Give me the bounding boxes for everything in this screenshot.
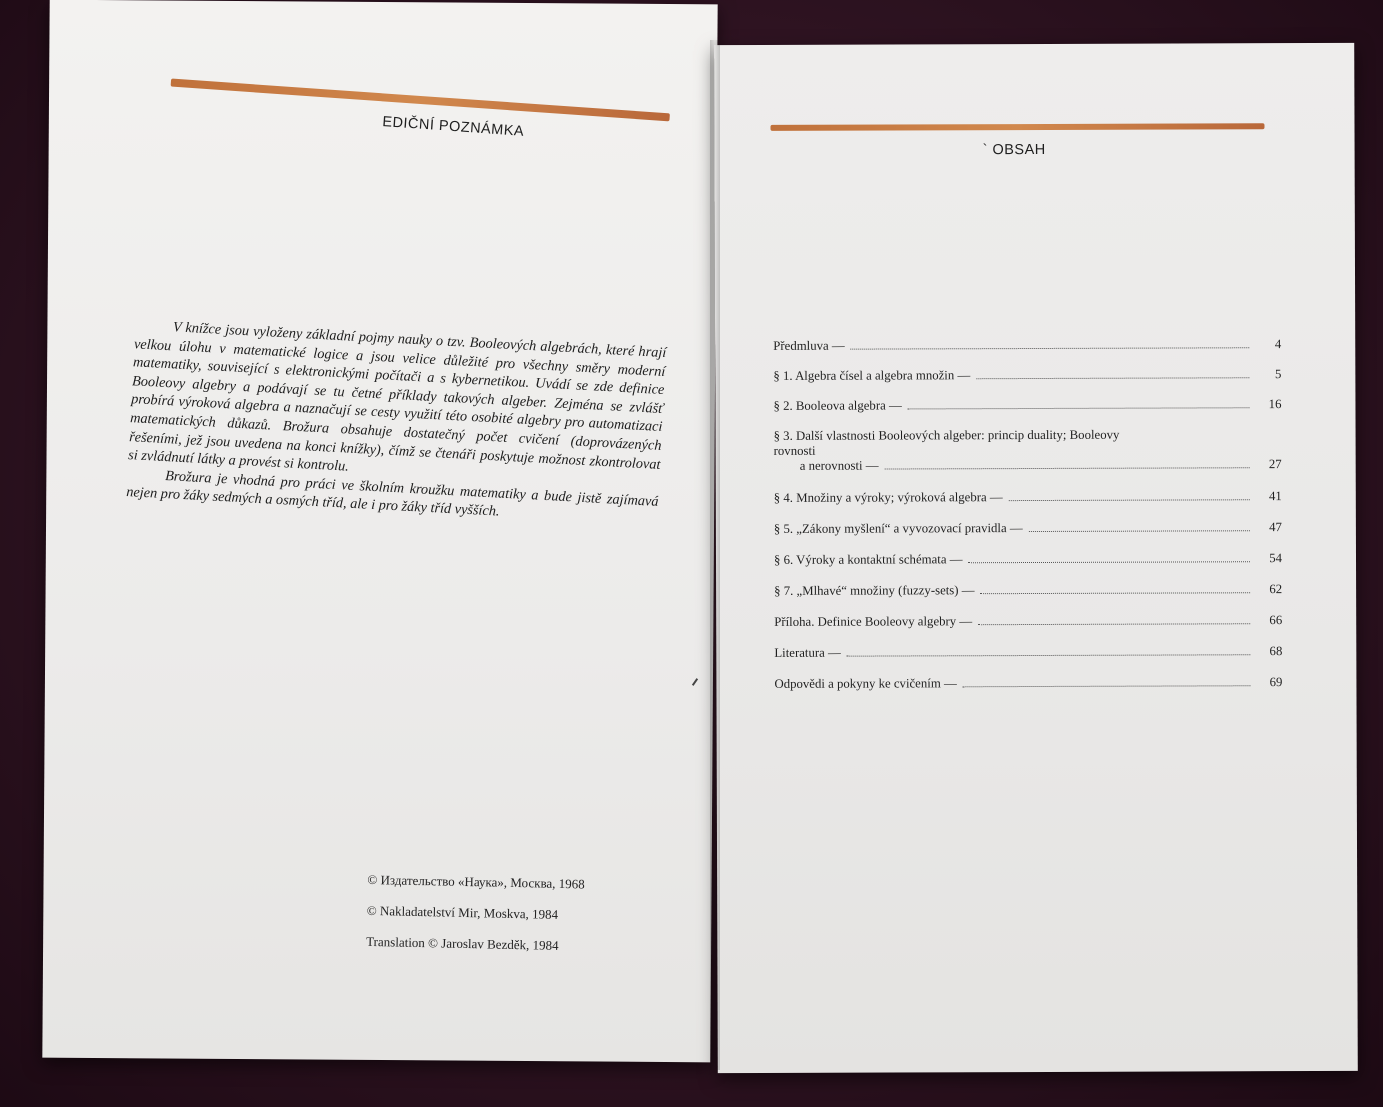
toc-entry-page: 62 (1269, 582, 1283, 597)
toc-leader (1009, 499, 1250, 501)
toc-leader (976, 377, 1249, 379)
toc-entry (774, 551, 1282, 568)
decorative-rule-right (770, 123, 1264, 131)
toc-leader (885, 467, 1250, 469)
toc-entry-page: 54 (1269, 551, 1283, 566)
copyright-line-3: Translation © Jaroslav Bezděk, 1984 (366, 933, 559, 953)
editorial-note-text (126, 316, 667, 530)
toc-entry-page: 4 (1274, 337, 1282, 352)
toc-leader (847, 654, 1251, 656)
toc-entry-title: § 6. Výroky a kontaktní schémata — (773, 552, 963, 567)
toc-leader (981, 592, 1251, 594)
toc-leader (968, 561, 1250, 563)
toc-entry-title-line-2: rovnosti (773, 443, 816, 458)
toc-entry (774, 613, 1282, 630)
copyright-line-2: © Nakladatelství Mir, Moskva, 1984 (366, 902, 559, 922)
toc-entry-page: 47 (1269, 520, 1282, 535)
editorial-note-heading: EDIČNÍ POZNÁMKA (381, 114, 525, 140)
toc-entry-page: 66 (1269, 613, 1283, 628)
toc-entry-title: Předmluva — (773, 338, 845, 353)
toc-entry (774, 582, 1282, 599)
toc-entry (773, 397, 1281, 414)
copyright-line-1: © Издательство «Наука», Москва, 1968 (367, 871, 585, 892)
toc-entry-title-line-1: § 3. Další vlastnosti Booleových algeber: princip duality; Booleovy (773, 427, 1120, 443)
editorial-paragraph-1: V knížce jsou vyloženy základní pojmy nauky o tzv. Booleových algebrách, které hrají velkou úlohu v matematické logice a jsou velice důležité pro všechny směry moderní matematiky, související s elektronickými počítači a s kybernetikou. Uvádí se zde definice Booleovy algebry a podávají se tu četné příklady takových algeber. Zejména se zvlášť probírá výroková algebra a naznačují se cesty využití této osobité algebry pro automatizaci matematických důkazů. Brožura obsahuje dostatečný počet cvičení (doprovázených řešeními, jež jsou uvedena na konci knížky), čímž se čtenáři poskytuje možnost zkontrolovat si zvládnutí látky a provést si kontrolu. (127, 319, 667, 475)
toc-entry-title: § 4. Množiny a výroky; výroková algebra — (773, 490, 1003, 505)
toc-leader (963, 685, 1251, 687)
book-spine-shadow (710, 40, 720, 1070)
toc-entry-title: § 1. Algebra čísel a algebra množin — (773, 368, 971, 383)
left-page (42, 0, 717, 1062)
toc-leader (978, 623, 1250, 625)
toc-entry-page: 68 (1269, 644, 1283, 659)
toc-entry (774, 520, 1282, 537)
toc-entry (774, 427, 1282, 474)
toc-entry-title: Příloha. Definice Booleovy algebry — (774, 614, 973, 629)
toc-entry-title: Odpovědi a pokyny ke cvičením — (774, 676, 957, 691)
right-page (714, 43, 1358, 1073)
toc-entry-page: 41 (1268, 489, 1282, 504)
toc-entry (774, 489, 1282, 506)
toc-entry-title: Literatura — (774, 645, 841, 660)
toc-leader (908, 407, 1250, 409)
toc-entry-title: a nerovnosti — (799, 458, 879, 473)
contents-heading: ` OBSAH (982, 141, 1046, 159)
decorative-rule-left (171, 79, 670, 122)
toc-entry (773, 367, 1281, 384)
toc-entry-page: 69 (1269, 675, 1283, 690)
toc-entry-page: 27 (1268, 457, 1282, 472)
toc-leader (1029, 530, 1250, 532)
toc-entry-title: § 2. Booleova algebra — (773, 398, 902, 413)
toc-entry-page: 5 (1274, 367, 1282, 382)
toc-entry-title: § 5. „Zákony myšlení“ a vyvozovací pravidla — (773, 521, 1023, 536)
toc-entry-title: § 7. „Mlhavé“ množiny (fuzzy-sets) — (774, 583, 975, 598)
toc-entry (774, 644, 1282, 661)
toc-entry (773, 337, 1281, 354)
table-of-contents (773, 337, 1283, 691)
toc-entry-page: 16 (1268, 397, 1282, 412)
toc-leader (851, 347, 1250, 349)
copyright-block (366, 872, 585, 970)
toc-entry (774, 675, 1282, 692)
editorial-paragraph-2: Brožura je vhodná pro práci ve školním kroužku matematiky a bude jistě zajímavá nejen pro žáky sedmých a osmých tříd, ale i pro žáky tříd vyšších. (125, 467, 659, 520)
